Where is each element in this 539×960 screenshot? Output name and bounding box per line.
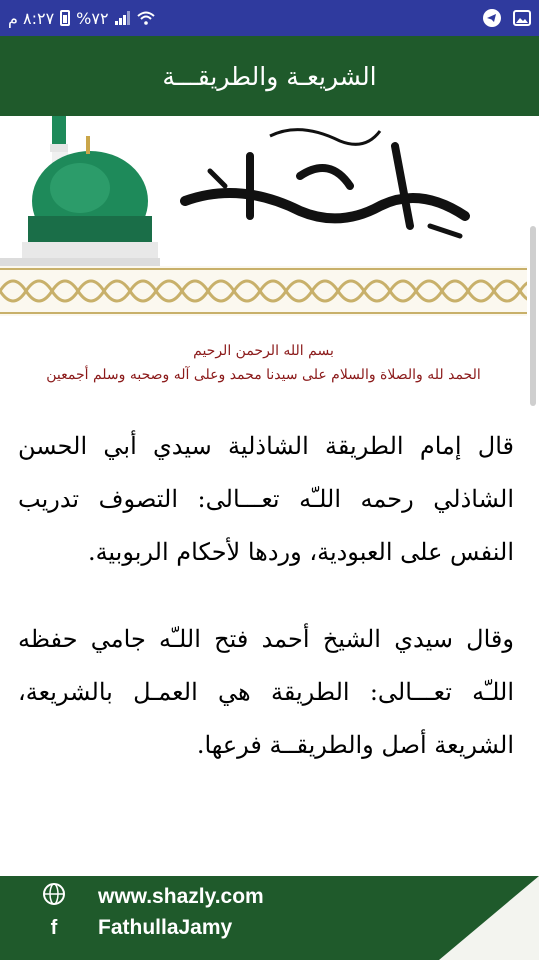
intro-block bbox=[0, 340, 527, 388]
footer bbox=[0, 876, 539, 960]
status-left bbox=[8, 0, 155, 36]
banner-illustration bbox=[0, 116, 527, 266]
knot-pattern-image bbox=[0, 266, 527, 316]
app-title-bar bbox=[0, 36, 539, 116]
facebook-text[interactable]: FathullaJamy bbox=[98, 916, 233, 939]
salawat: الحمد لله والصلاة والسلام على سيدنا محمد وعلى آله وصحبه وسلم أجمعين bbox=[46, 367, 481, 383]
gallery-icon bbox=[513, 10, 531, 26]
telegram-icon bbox=[483, 9, 501, 27]
paragraph-1: قال إمام الطريقة الشاذلية سيدي أبي الحسن الشاذلي رحمه اللـّه تعـــالى: التصوف تدريب النفس على العبودية، وردها لأحكام الربوبية. bbox=[18, 432, 514, 566]
globe-icon bbox=[40, 882, 68, 912]
ornamental-pattern bbox=[0, 266, 527, 316]
website-text[interactable]: www.shazly.com bbox=[98, 885, 264, 908]
status-time: ٨:٢٧ م bbox=[8, 8, 55, 28]
status-battery: %٧٢ bbox=[76, 8, 109, 28]
page-title: الشريعـة والطريقـــة bbox=[162, 61, 377, 91]
facebook-icon: f bbox=[50, 916, 58, 939]
banner bbox=[0, 116, 527, 266]
scrollbar[interactable] bbox=[527, 116, 539, 876]
green-dome-image bbox=[0, 116, 160, 266]
facebook-link[interactable] bbox=[40, 916, 232, 940]
paragraph-2: وقال سيدي الشيخ أحمد فتح اللـّه جامي حفظه اللـّه تعـــالى: الطريقة هي العمـل بالشريعة، الشريعة أصل والطريقــة فرعها. bbox=[18, 625, 514, 759]
scrollbar-thumb[interactable] bbox=[530, 226, 536, 406]
website-link[interactable] bbox=[40, 882, 264, 912]
battery-icon bbox=[60, 10, 70, 26]
signal-icon bbox=[115, 11, 131, 25]
basmala: بسم الله الرحمن الرحيم bbox=[193, 343, 334, 359]
status-bar bbox=[0, 0, 539, 36]
wifi-icon bbox=[137, 11, 155, 25]
article-body bbox=[18, 420, 514, 806]
footer-decoration bbox=[439, 876, 539, 960]
status-right bbox=[483, 0, 531, 36]
